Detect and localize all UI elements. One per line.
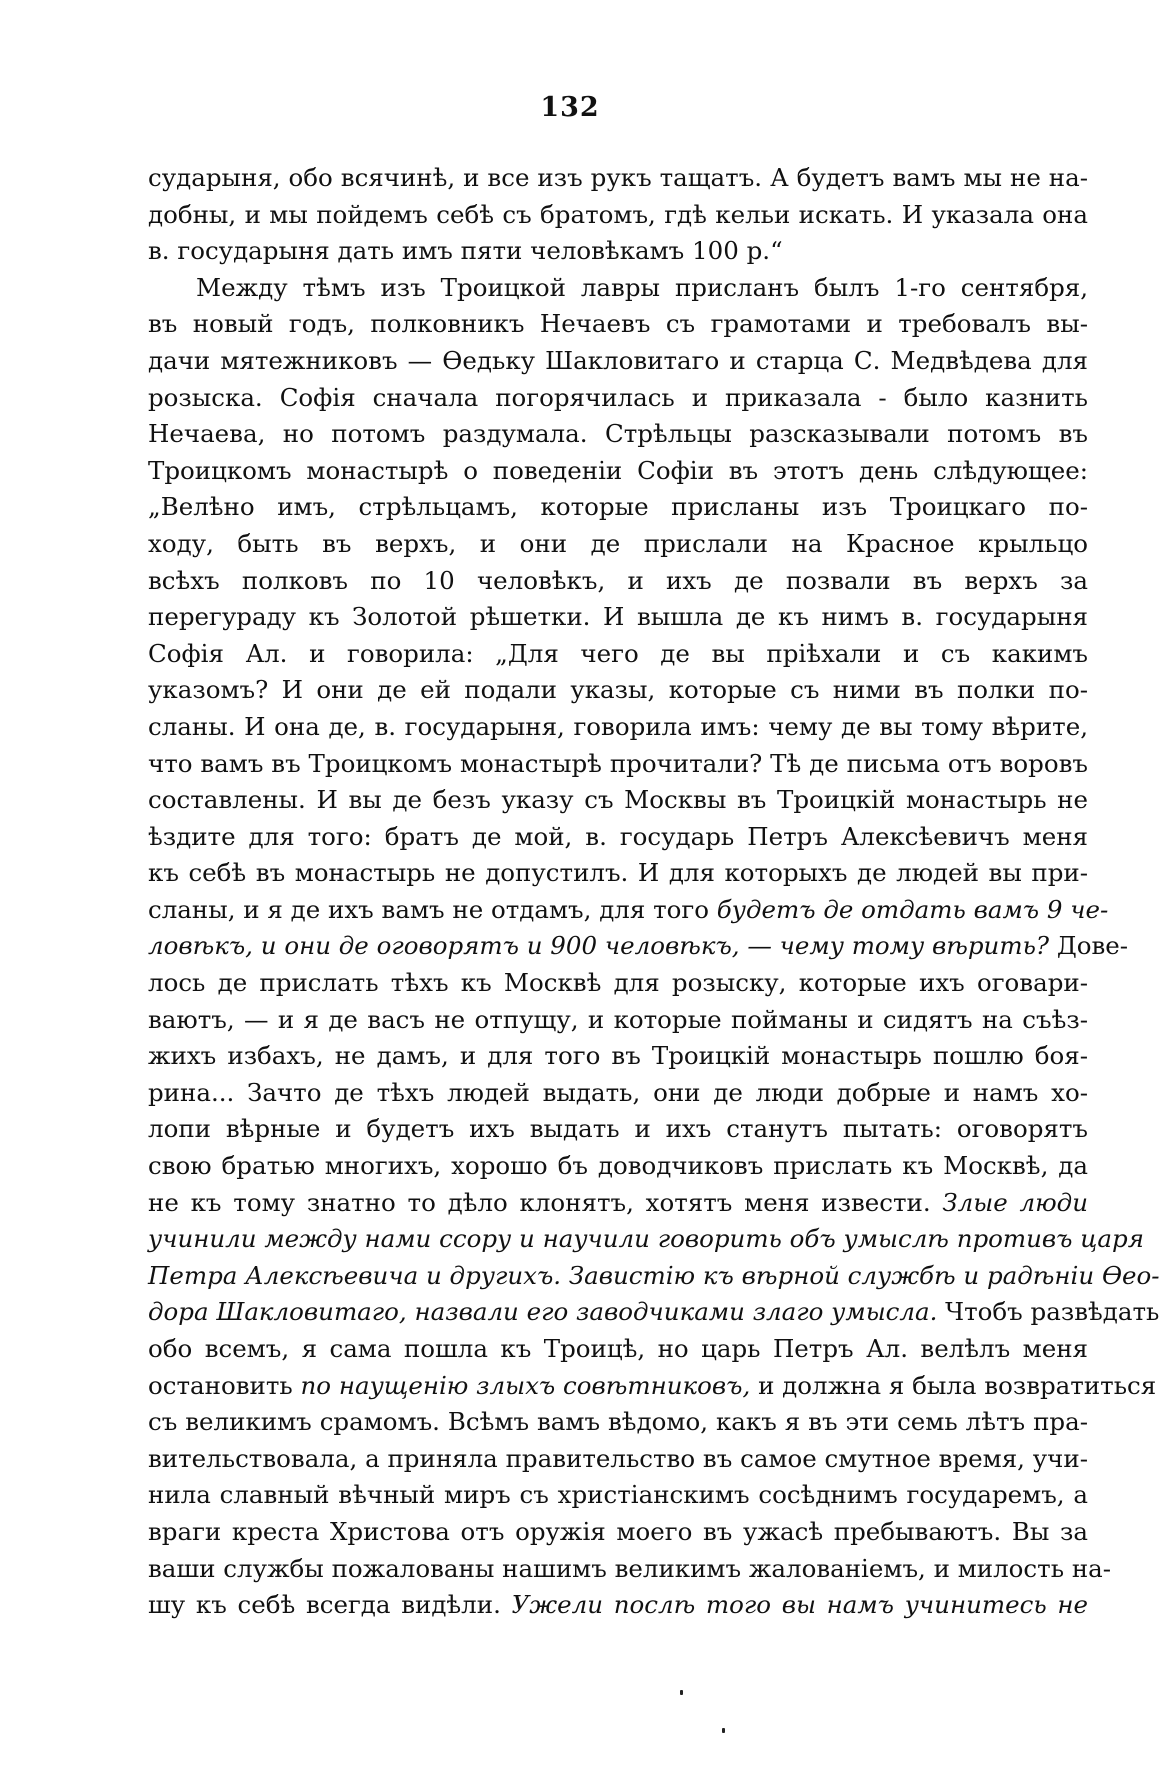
text-line: сланы. И она де, в. государыня, говорила имъ: чему де вы тому вѣрите, <box>148 711 1088 741</box>
text-line: лось де прислать тѣхъ къ Москвѣ для розыску, которые ихъ оговари- <box>148 968 1088 998</box>
text-line: Нечаева, но потомъ раздумала. Стрѣльцы разсказывали потомъ въ <box>148 419 1088 449</box>
text-line: что вамъ въ Троицкомъ монастырѣ прочитали? Тѣ де письма отъ воровъ <box>148 748 1088 778</box>
text-line: вительствовала, а приняла правительство въ самое смутное время, учи- <box>148 1443 1088 1473</box>
text-run: не къ тому знатно то дѣло клонятъ, хотятъ меня извести. <box>148 1187 931 1217</box>
text-line: рина... Зачто де тѣхъ людей выдать, они де люди добрые и намъ хо- <box>148 1077 1088 1107</box>
body-text <box>148 160 1160 1624</box>
text-line: ѣздите для того: братъ де мой, в. государь Петръ Алексѣевичъ меня <box>148 821 1088 851</box>
text-line-mixed <box>148 1587 1088 1624</box>
text-line: сударыня, обо всячинѣ, и все изъ рукъ тащатъ. А будетъ вамъ мы не на- <box>148 163 1088 192</box>
page-number: 132 <box>540 92 600 123</box>
text-line: нила славный вѣчный миръ съ христіанскимъ сосѣднимъ государемъ, а <box>148 1480 1088 1510</box>
text-line: в. государыня дать имъ пяти человѣкамъ 100 р.“ <box>148 236 783 266</box>
text-line: добны, и мы пойдемъ себѣ съ братомъ, гдѣ кельи искать. И указала она <box>148 199 1088 229</box>
text-line: Троицкомъ монастырѣ о поведеніи Софіи въ этотъ день слѣдующее: <box>148 455 1088 485</box>
text-run: Дове- <box>1056 931 1129 961</box>
text-line: съ великимъ срамомъ. Всѣмъ вамъ вѣдомо, какъ я въ эти семь лѣтъ пра- <box>148 1407 1088 1437</box>
text-line-mixed <box>148 1185 1088 1222</box>
scan-speck <box>680 1690 683 1695</box>
text-line: розыска. Софія сначала погорячилась и приказала - было казнить <box>148 382 1088 412</box>
text-line: дачи мятежниковъ — Ѳедьку Шакловитаго и старца С. Медвѣдева для <box>148 345 1088 375</box>
text-line: перегураду къ Золотой рѣшетки. И вышла де къ нимъ в. государыня <box>148 602 1088 632</box>
text-line-mixed <box>148 1368 1157 1405</box>
text-line: всѣхъ полковъ по 10 человѣкъ, и ихъ де позвали въ верхъ за <box>148 565 1088 595</box>
text-line: къ себѣ въ монастырь не допустилъ. И для которыхъ де людей вы при- <box>148 858 1088 888</box>
text-line: указомъ? И они де ей подали указы, которые съ ними въ полки по- <box>148 675 1088 705</box>
italic-run: по наущенію злыхъ совѣтниковъ, <box>300 1370 751 1400</box>
text-run: и должна я была возвратиться <box>758 1370 1157 1400</box>
text-line: свою братью многихъ, хорошо бъ доводчиковъ прислать къ Москвѣ, да <box>148 1151 1088 1181</box>
text-line-mixed <box>148 1294 1160 1331</box>
text-line: жихъ избахъ, не дамъ, и для того въ Троицкій монастырь пошлю боя- <box>148 1041 1088 1071</box>
text-line-mixed <box>148 928 1129 965</box>
text-run: шу къ себѣ всегда видѣли. <box>148 1590 501 1620</box>
text-line: ходу, быть въ верхъ, и они де прислали на Красное крыльцо <box>148 528 1088 558</box>
text-line: составлены. И вы де безъ указу съ Москвы въ Троицкій монастырь не <box>148 785 1088 815</box>
text-line-italic: учинили между нами ссору и научили говорить объ умыслѣ противъ царя <box>148 1224 1144 1254</box>
text-line: „Велѣно имъ, стрѣльцамъ, которые присланы изъ Троицкаго по- <box>148 492 1088 522</box>
text-run: Чтобъ развѣдать <box>945 1297 1160 1327</box>
italic-run: ловѣкъ, и они де оговорятъ и 900 человѣкъ, — чему тому вѣрить? <box>148 931 1050 961</box>
italic-run: будетъ де отдать вамъ 9 че- <box>716 894 1109 924</box>
text-line: Между тѣмъ изъ Троицкой лавры присланъ былъ 1-го сентября, <box>196 272 1088 302</box>
text-line: ваютъ, — и я де васъ не отпущу, и которые пойманы и сидятъ на съѣз- <box>148 1004 1088 1034</box>
text-line: враги креста Христова отъ оружія моего въ ужасѣ пребываютъ. Вы за <box>148 1516 1088 1546</box>
text-run: сланы, и я де ихъ вамъ не отдамъ, для того <box>148 894 709 924</box>
italic-run: Злые люди <box>942 1187 1088 1217</box>
text-line: обо всемъ, я сама пошла къ Троицѣ, но царь Петръ Ал. велѣлъ меня <box>148 1334 1088 1363</box>
text-run: остановить <box>148 1370 293 1400</box>
text-line: въ новый годъ, полковникъ Нечаевъ съ грамотами и требовалъ вы- <box>148 309 1088 339</box>
text-line: лопи вѣрные и будетъ ихъ выдать и ихъ станутъ пытать: оговорятъ <box>148 1114 1088 1144</box>
text-line-italic: Петра Алексѣевича и другихъ. Завистію къ вѣрной службѣ и радѣніи Ѳео- <box>148 1260 1160 1290</box>
text-line: Софія Ал. и говорила: „Для чего де вы пріѣхали и съ какимъ <box>148 638 1088 668</box>
scan-speck <box>722 1728 725 1733</box>
text-line: ваши службы пожалованы нашимъ великимъ жалованіемъ, и милость на- <box>148 1553 1112 1583</box>
italic-run: Ужели послѣ того вы намъ учинитесь не <box>511 1590 1088 1620</box>
text-line-mixed <box>148 892 1109 929</box>
italic-run: дора Шакловитаго, назвали его заводчиками злаго умысла. <box>148 1297 938 1327</box>
